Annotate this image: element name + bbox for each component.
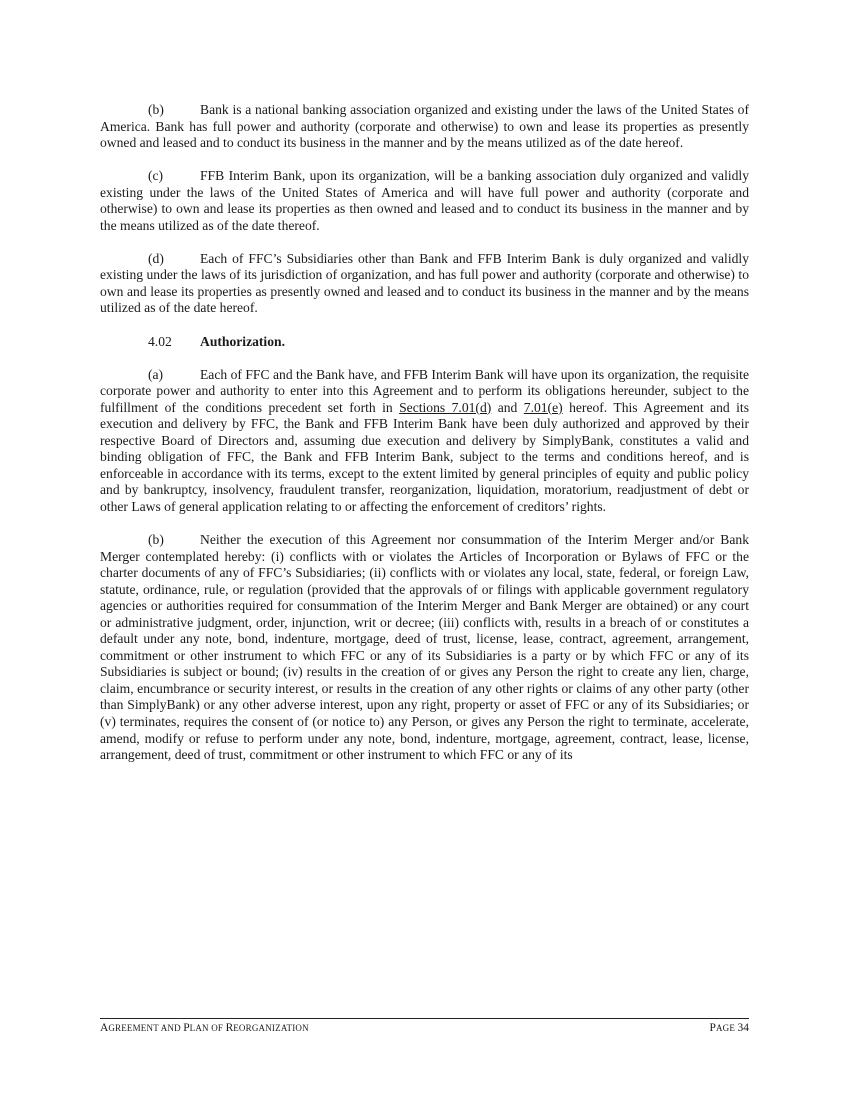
paragraph-text: Bank is a national banking association organized and existing under the laws of the United States of America. Bank has full power and authority (corporate and otherwise) to own and lease its properties as presently owned and leased and to conduct its business in the manner and by the means utilized as of the date hereof. <box>100 102 749 151</box>
paragraph-a-authorization <box>100 367 749 516</box>
paragraph-text: FFB Interim Bank, upon its organization, will be a banking association duly organized and validly existing under the laws of the United States of America and will have full power and authority (corporate and otherwise) to own and lease its properties as then owned and leased and to conduct its business in the manner and by the means utilized as of the date thereof. <box>100 168 749 233</box>
paragraph-label: (b) <box>148 531 164 547</box>
paragraph-text: and <box>491 399 524 415</box>
section-reference-link: 7.01(e) <box>523 399 563 415</box>
paragraph-text: Neither the execution of this Agreement nor consummation of the Interim Merger and/or Bank Merger contemplated hereby: (i) conflicts with or violates the Articles of Incorporation or Bylaws of FFC or the charter documents of any of FFC’s Subsidiaries; (ii) conflicts with or violates any local, state, federal, or foreign Law, statute, ordinance, rule, or regulation (provided that the approvals of or filings with applicable government regulatory agencies or authorities required for consummation of the Interim Merger and Bank Merger are obtained) or any court or administrative judgment, order, injunction, writ or decree; (iii) conflicts with, results in a breach of or constitutes a default under any note, bond, indenture, mortgage, deed of trust, license, lease, contract, agreement, arrangement, commitment or other instrument to which FFC or any of its Subsidiaries is a party or by which FFC or any of its Subsidiaries is subject or bound; (iv) results in the creation of or gives any Person the right to create any lien, charge, claim, encumbrance or security interest, or results in the creation of any other rights or claims of any other party (other than SimplyBank) or any other adverse interest, upon any right, property or asset of FFC or any of its Subsidiaries; or (v) terminates, requires the consent of (or notice to) any Person, or gives any Person the right to terminate, accelerate, amend, modify or refuse to perform under any note, bond, indenture, mortgage, agreement, contract, lease, license, arrangement, deed of trust, commitment or other instrument to which FFC or any of its <box>100 531 749 763</box>
section-reference-link: Sections 7.01(d) <box>399 399 492 415</box>
paragraph-label: (c) <box>148 168 164 184</box>
section-number: 4.02 <box>148 333 172 349</box>
section-title: Authorization. <box>200 333 285 349</box>
footer-document-title: AGREEMENT AND PLAN OF REORGANIZATION <box>100 1022 309 1034</box>
paragraph-text: Each of FFC’s Subsidiaries other than Bank and FFB Interim Bank is duly organized and validly existing under the laws of its jurisdiction of organization, and has full power and authority (corporate and otherwise) to own and lease its properties as presently owned and leased and to conduct its business in the manner and by the means utilized as of the date hereof. <box>100 250 749 316</box>
footer-page-number: PAGE 34 <box>709 1022 749 1034</box>
paragraph-label: (b) <box>148 102 164 117</box>
document-body <box>100 102 749 780</box>
paragraph-d-subsidiaries <box>100 251 749 317</box>
page-footer <box>100 1018 749 1034</box>
paragraph-c-interim-bank <box>100 168 749 234</box>
paragraph-label: (d) <box>148 250 164 266</box>
paragraph-text: Each of FFC and the Bank have, and FFB Interim Bank will have upon its organization, the requisite corporate power and authority to enter into this Agreement and to perform its obligations hereunder, subject to the fulfillment of the conditions precedent set forth in <box>100 366 749 415</box>
paragraph-text: hereof. This Agreement and its execution and delivery by FFC, the Bank and FFB Interim Bank have been duly authorized and approved by their respective Board of Directors and, assuming due execution and delivery by SimplyBank, constitutes a valid and binding obligation of FFC, the Bank and FFB Interim Bank, subject to the terms and conditions hereof, and is enforceable in accordance with its terms, except to the extent limited by general principles of equity and public policy and by bankruptcy, insolvency, fraudulent transfer, reorganization, liquidation, moratorium, readjustment of debt or other Laws of general application relating to or affecting the enforcement of creditors’ rights. <box>100 399 749 514</box>
paragraph-b-no-conflict <box>100 532 749 764</box>
paragraph-b-bank <box>100 102 749 152</box>
section-heading <box>148 334 749 351</box>
paragraph-label: (a) <box>148 366 164 382</box>
